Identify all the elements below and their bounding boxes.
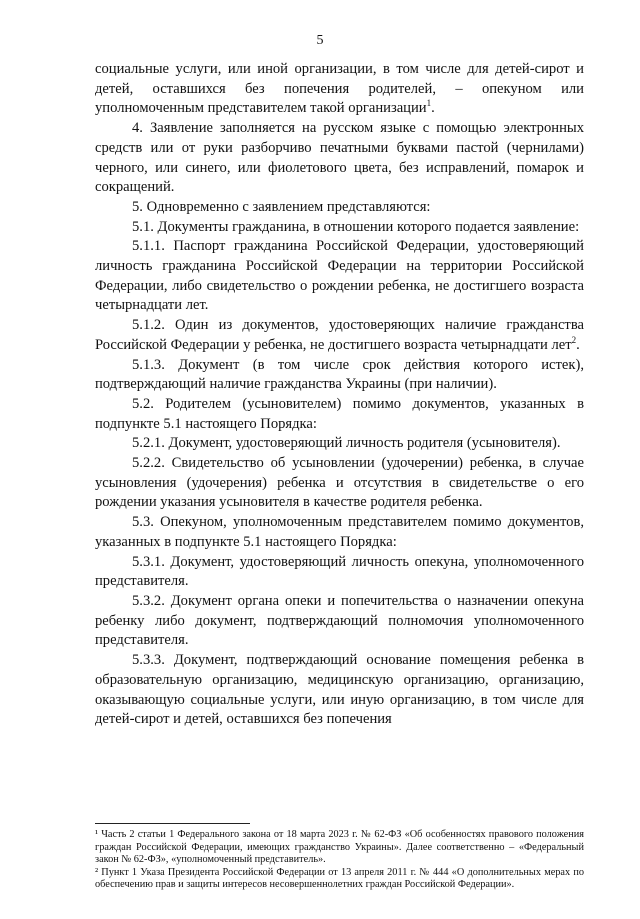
paragraph-text: социальные услуги, или иной организации, в том числе для детей-сирот и детей, оставшихся без попечения родителей, – опекуном или уполномоченным представителем такой организации — [95, 61, 584, 117]
paragraph-5-3-2: 5.3.2. Документ органа опеки и попечительства о назначении опекуна ребенку либо документ, подтверждающий полномочия уполномоченного представителя. — [95, 592, 584, 649]
paragraph-5-1: 5.1. Документы гражданина, в отношении которого подается заявление: — [132, 218, 580, 235]
paragraph-5-2-2: 5.2.2. Свидетельство об усыновлении (удочерении) ребенка, в случае усыновления (удочерения) ребенка и отсутствия в свидетельстве о его рождении указания усыновителя в качестве родителя ребенка. — [95, 455, 584, 511]
paragraph-4: 4. Заявление заполняется на русском языке с помощью электронных средств или от руки разборчиво печатными буквами пастой (чернилами) черного, или синего, или фиолетового цвета, без исправлений, помарок и сокращений. — [95, 120, 584, 196]
footnote-2: ² Пункт 1 Указа Президента Российской Федерации от 13 апреля 2011 г. № 444 «О дополнительных мерах по обеспечению прав и защиты интересов несовершеннолетних граждан Российской Федерации». — [95, 866, 584, 891]
paragraph-5-1-3: 5.1.3. Документ (в том числе срок действия которого истек), подтверждающий наличие гражданства Украины (при наличии). — [95, 356, 584, 393]
paragraph-tail: . — [431, 100, 435, 117]
paragraph-5-3-3: 5.3.3. Документ, подтверждающий основание помещения ребенка в образовательную организацию, медицинскую организацию, организацию, оказывающую социальные услуги, или иную организацию, в том числе для детей-сирот и детей, оставшихся без попечения — [95, 652, 584, 728]
paragraph-text: 5.1.2. Один из документов, удостоверяющих наличие гражданства Российской Федерации у ребенка, не достигшего возраста четырнадцати лет — [95, 317, 584, 353]
paragraph-5-2-1: 5.2.1. Документ, удостоверяющий личность родителя (усыновителя). — [132, 435, 561, 452]
paragraph-5-3-1: 5.3.1. Документ, удостоверяющий личность опекуна, уполномоченного представителя. — [95, 553, 584, 590]
footnote-separator — [95, 823, 250, 824]
body-text — [95, 60, 584, 730]
footnote-ref: 2 — [571, 334, 577, 345]
footnote-ref: 1 — [426, 98, 432, 109]
footnote-1: ¹ Часть 2 статьи 1 Федерального закона от 18 марта 2023 г. № 62-ФЗ «Об особенностях правового положения граждан Российской Федерации, имеющих гражданство Украины». Далее соответственно – «Федеральный закон № 62-ФЗ», «уполномоченный представитель». — [95, 829, 584, 866]
footnotes — [95, 829, 584, 892]
paragraph-continuation — [95, 60, 584, 119]
paragraph-5-2: 5.2. Родителем (усыновителем) помимо документов, указанных в подпункте 5.1 настоящего Порядка: — [95, 395, 584, 432]
paragraph-5: 5. Одновременно с заявлением представляются: — [132, 198, 431, 215]
paragraph-5-3: 5.3. Опекуном, уполномоченным представителем помимо документов, указанных в подпункте 5.1 настоящего Порядка: — [95, 514, 584, 550]
paragraph-5-1-2 — [95, 316, 584, 355]
paragraph-5-1-1: 5.1.1. Паспорт гражданина Российской Федерации, удостоверяющий личность гражданина Российской Федерации на территории Российской Федерации, либо свидетельство о рождении ребенка, не достигшего возраста четырнадцати лет. — [95, 238, 584, 314]
paragraph-tail: . — [576, 336, 580, 353]
page-number: 5 — [316, 33, 324, 48]
